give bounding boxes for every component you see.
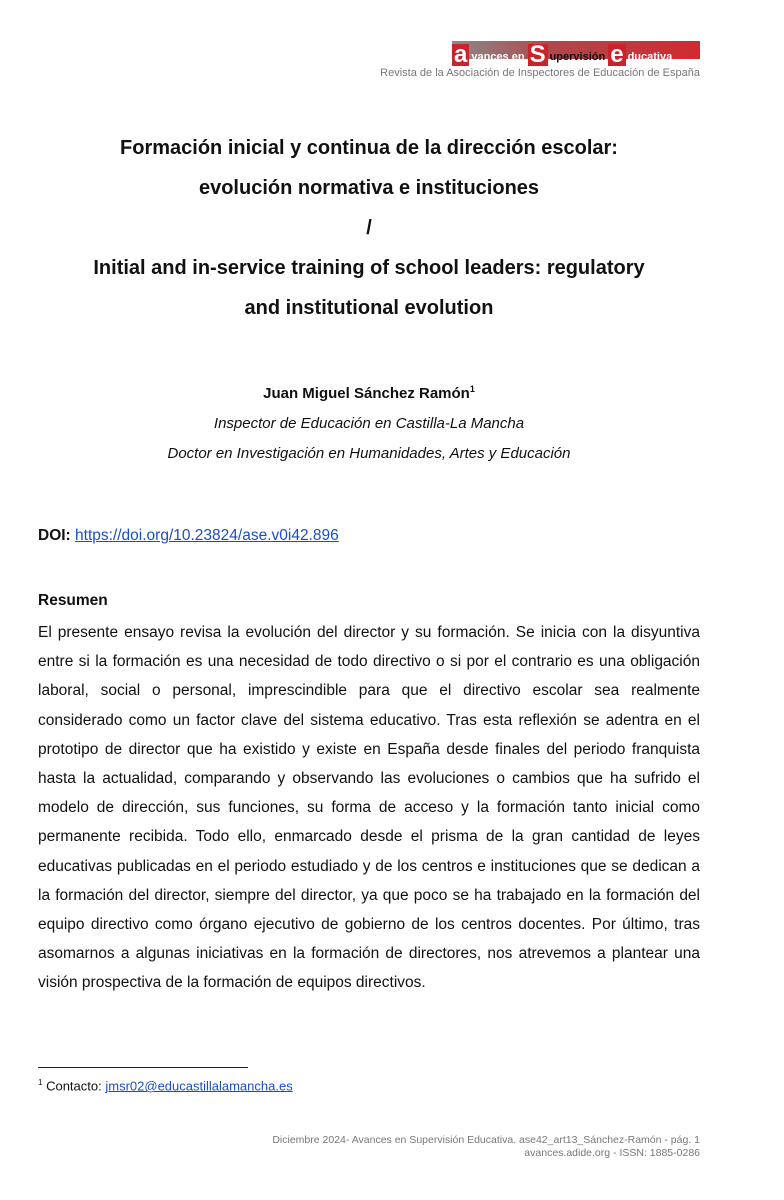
logo-word-educativa: ducativa: [627, 51, 673, 63]
footer-issn: avances.adide.org - ISSN: 1885-0286: [524, 1147, 700, 1159]
contact-email-link[interactable]: jmsr02@educastillalamancha.es: [105, 1078, 293, 1094]
journal-logo: [452, 38, 700, 66]
logo-initial-a: a: [454, 41, 468, 68]
doi-label: DOI:: [38, 527, 71, 544]
author-name: Juan Miguel Sánchez Ramón$^1$: [263, 384, 475, 402]
footnote-divider: [38, 1067, 248, 1068]
logo-initial-s: S: [529, 41, 546, 68]
doi-link[interactable]: https://doi.org/10.23824/ase.v0i42.896: [75, 527, 339, 544]
title-line: and institutional evolution: [244, 297, 494, 319]
logo-word-avances: vances en: [471, 51, 525, 63]
footnote-label: Contacto:: [46, 1078, 102, 1094]
title-separator: /: [366, 217, 372, 239]
journal-subtitle: Revista de la Asociación de Inspectores de Educación de España: [380, 67, 700, 79]
footnote: [38, 1078, 293, 1093]
page-footer: [272, 1134, 700, 1160]
affiliation: Doctor en Investigación en Humanidades, Artes y Educación: [167, 445, 571, 462]
logo-initial-e: e: [610, 41, 624, 68]
author-footnote-mark: 1: [469, 384, 475, 394]
logo-word-supervision: upervisión: [549, 51, 606, 63]
title-line: evolución normativa e instituciones: [198, 177, 540, 199]
article-title: [40, 128, 698, 328]
author-block: [40, 374, 698, 469]
footnote-mark: 1: [38, 1078, 43, 1087]
abstract-heading: Resumen: [38, 592, 108, 609]
doi-line: [38, 527, 339, 545]
affiliation: Inspector de Educación en Castilla-La Mancha: [213, 415, 525, 432]
footer-citation: Diciembre 2024- Avances en Supervisión Educativa. ase42_art13_Sánchez-Ramón - pág. 1: [272, 1134, 700, 1146]
title-line: Formación inicial y continua de la dirección escolar:: [120, 137, 618, 159]
title-line: Initial and in-service training of school leaders: regulatory: [93, 257, 645, 279]
abstract-body: El presente ensayo revisa la evolución del director y su formación. Se inicia con la disyuntiva entre si la formación es una necesidad de todo directivo o si por el contrario es una obligación laboral, social o personal, imprescindible para que el directivo escolar sea realmente considerado como un factor clave del sistema educativo. Tras esta reflexión se adentra en el prototipo de director que ha existido y existe en España desde finales del periodo franquista hasta la actualidad, comparando y observando las evoluciones o cambios que ha sufrido el modelo de dirección, sus funciones, su forma de acceso y la formación tanto inicial como permanente recibida. Todo ello, enmarcado desde el prisma de la gran cantidad de leyes educativas publicadas en el periodo estudiado y de los centros e instituciones que se dedican a la formación del director, siempre del director, ya que poco se ha trabajado en la formación del equipo directivo como órgano ejecutivo de gobierno de los centros docentes. Por último, tras asomarnos a algunas iniciativas en la formación de directores, nos atrevemos a plantear una visión prospectiva de la formación de equipos directivos.: [38, 624, 700, 992]
